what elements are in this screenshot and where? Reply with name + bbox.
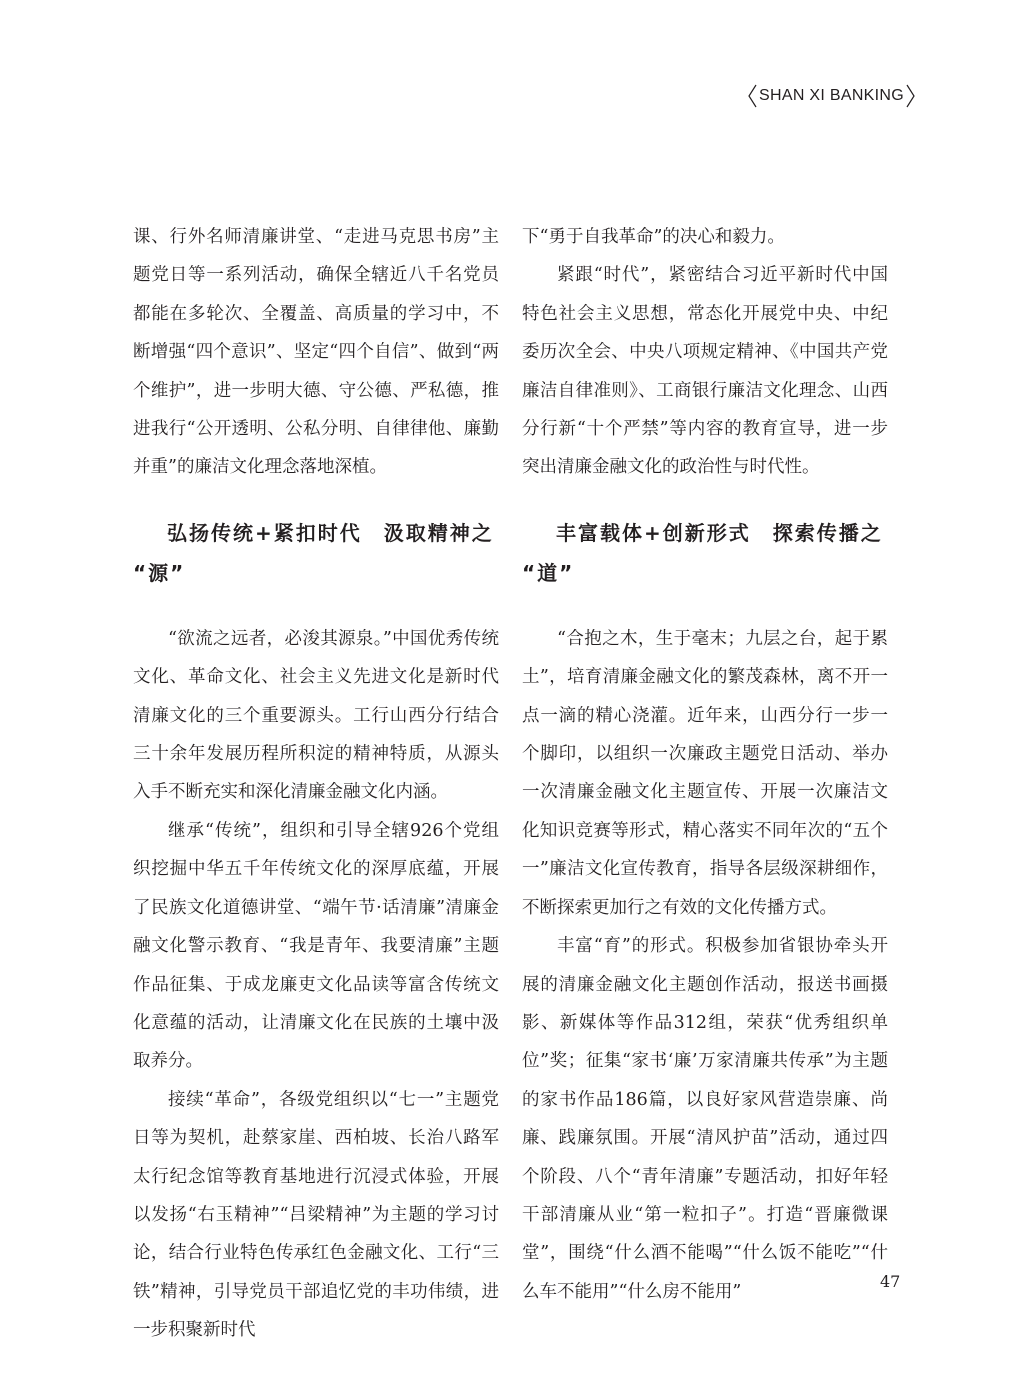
right-paragraph-2: “合抱之木，生于毫末；九层之台，起于累土”，培育清廉金融文化的繁茂森林，离不开一点一滴的精心浇灌。近年来，山西分行一步一个脚印，以组织一次廉政主题党日活动、举办一次清廉金融文化主题宣传、开展一次廉洁文化知识竞赛等形式，精心落实不同年次的“五个一”廉洁文化宣传教育，指导各层级深耕细作，不断探索更加行之有效的文化传播方式。 <box>522 628 888 918</box>
left-column <box>133 218 499 1350</box>
section-heading-source-line2: “源” <box>133 560 186 585</box>
section-heading-source <box>133 513 499 593</box>
left-paragraph-1: “欲流之远者，必浚其源泉。”中国优秀传统文化、革命文化、社会主义先进文化是新时代清廉文化的三个重要源头。工行山西分行结合三十余年发展历程所积淀的精神特质，从源头入手不断充实和深化清廉金融文化内涵。 <box>133 628 499 803</box>
section-heading-source-line1: 弘扬传统+紧扣时代 汲取精神之 <box>167 520 494 545</box>
left-intro-paragraph: 课、行外名师清廉讲堂、“走进马克思书房”主题党日等一系列活动，确保全辖近八千名党员都能在多轮次、全覆盖、高质量的学习中，不断增强“四个意识”、坚定“四个自信”、做到“两个维护”，进一步明大德、守公德、严私德，推进我行“公开透明、公私分明、自律律他、廉勤并重”的廉洁文化理念落地深植。 <box>133 227 499 478</box>
right-paragraph-3: 丰富“育”的形式。积极参加省银协牵头开展的清廉金融文化主题创作活动，报送书画摄影、新媒体等作品312组，荣获“优秀组织单位”奖；征集“家书‘廉’万家清廉共传承”为主题的家书作品186篇，以良好家风营造崇廉、尚廉、践廉氛围。开展“清风护苗”活动，通过四个阶段、八个“青年清廉”专题活动，扣好年轻干部清廉从业“第一粒扣子”。打造“晋廉微课堂”，围绕“什么酒不能喝”“什么饭不能吃”“什么车不能用”“什么房不能用” <box>522 936 888 1302</box>
section-heading-path <box>522 513 888 593</box>
section-heading-path-line1: 丰富载体+创新形式 探索传播之 <box>556 520 883 545</box>
brand-text: SHAN XI BANKING <box>759 87 904 104</box>
right-column <box>522 218 888 1311</box>
right-paragraph-1: 紧跟“时代”，紧密结合习近平新时代中国特色社会主义思想，常态化开展党中央、中纪委历次全会、中央八项规定精神、《中国共产党廉洁自律准则》、工商银行廉洁文化理念、山西分行新“十个严禁”等内容的教育宣导，进一步突出清廉金融文化的政治性与时代性。 <box>522 265 888 478</box>
left-paragraph-2: 继承“传统”，组织和引导全辖926个党组织挖掘中华五千年传统文化的深厚底蕴，开展了民族文化道德讲堂、“端午节·话清廉”清廉金融文化警示教育、“我是青年、我要清廉”主题作品征集、于成龙廉吏文化品读等富含传统文化意蕴的活动，让清廉文化在民族的土壤中汲取养分。 <box>133 820 499 1072</box>
page-number: 47 <box>880 1272 901 1291</box>
section-heading-path-line2: “道” <box>522 560 575 585</box>
left-angle-bracket-icon <box>747 84 757 108</box>
right-intro-paragraph: 下“勇于自我革命”的决心和毅力。 <box>522 227 785 247</box>
right-angle-bracket-icon <box>906 84 916 108</box>
brand-tag <box>747 84 916 108</box>
left-paragraph-3: 接续“革命”，各级党组织以“七一”主题党日等为契机，赴蔡家崖、西柏坡、长治八路军太行纪念馆等教育基地进行沉浸式体验，开展以发扬“右玉精神”“吕梁精神”为主题的学习讨论，结合行业特色传承红色金融文化、工行“三铁”精神，引导党员干部追忆党的丰功伟绩，进一步积聚新时代 <box>133 1089 499 1341</box>
